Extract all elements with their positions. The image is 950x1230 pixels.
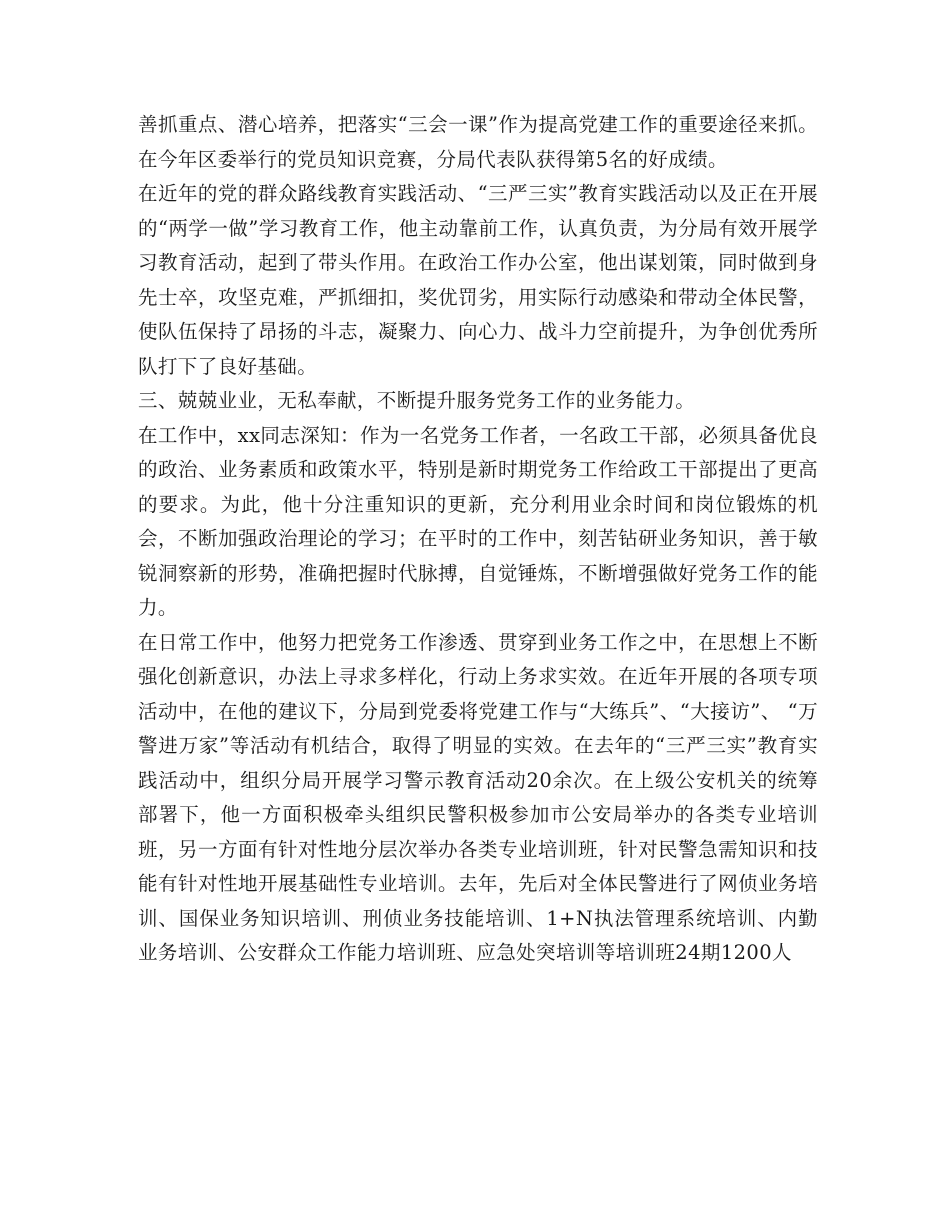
paragraph-education-practice: 在近年的党的群众路线教育实践活动、“三严三实”教育实践活动以及正在开展的“两学一做”学习教育工作，他主动靠前工作，认真负责，为分局有效开展学习教育活动，起到了带头作用。在政治工作办公室，他出谋划策，同时做到身先士卒，攻坚克难，严抓细扣，奖优罚劣，用实际行动感染和带动全体民警，使队伍保持了昂扬的斗志，凝聚力、向心力、战斗力空前提升，为争创优秀所队打下了良好基础。 bbox=[138, 182, 818, 378]
section-heading-three: 三、兢兢业业，无私奉献，不断提升服务党务工作的业务能力。 bbox=[138, 389, 696, 412]
paragraph-professional-ability: 在工作中，xx同志深知：作为一名党务工作者，一名政工干部，必须具备优良的政治、业务素质和政策水平，特别是新时期党务工作给政工干部提出了更高的要求。为此，他十分注重知识的更新，充分利用业余时间和岗位锻炼的机会，不断加强政治理论的学习；在平时的工作中，刻苦钻研业务知识，善于敏锐洞察新的形势，准确把握时代脉搏，自觉锤炼，不断增强做好党务工作的能力。 bbox=[138, 423, 818, 619]
paragraph-party-building-focus: 善抓重点、潜心培养，把落实“三会一课”作为提高党建工作的重要途径来抓。在今年区委举行的党员知识竞赛，分局代表队获得第5名的好成绩。 bbox=[138, 113, 818, 171]
document-body bbox=[138, 108, 818, 971]
paragraph-daily-work-training: 在日常工作中，他努力把党务工作渗透、贯穿到业务工作之中，在思想上不断强化创新意识，办法上寻求多样化，行动上务求实效。在近年开展的各项专项活动中，在他的建议下，分局到党委将党建工作与“大练兵”、“大接访”、 “万警进万家”等活动有机结合，取得了明显的实效。在去年的“三严三实”教育实践活动中，组织分局开展学习警示教育活动20余次。在上级公安机关的统筹部署下，他一方面积极牵头组织民警积极参加市公安局举办的各类专业培训班，另一方面有针对性地分层次举办各类专业培训班，针对民警急需知识和技能有针对性地开展基础性专业培训。去年，先后对全体民警进行了网侦业务培训、国保业务知识培训、刑侦业务技能培训、1+N执法管理系统培训、内勤业务培训、公安群众工作能力培训班、应急处突培训等培训班24期1200人 bbox=[138, 630, 818, 964]
